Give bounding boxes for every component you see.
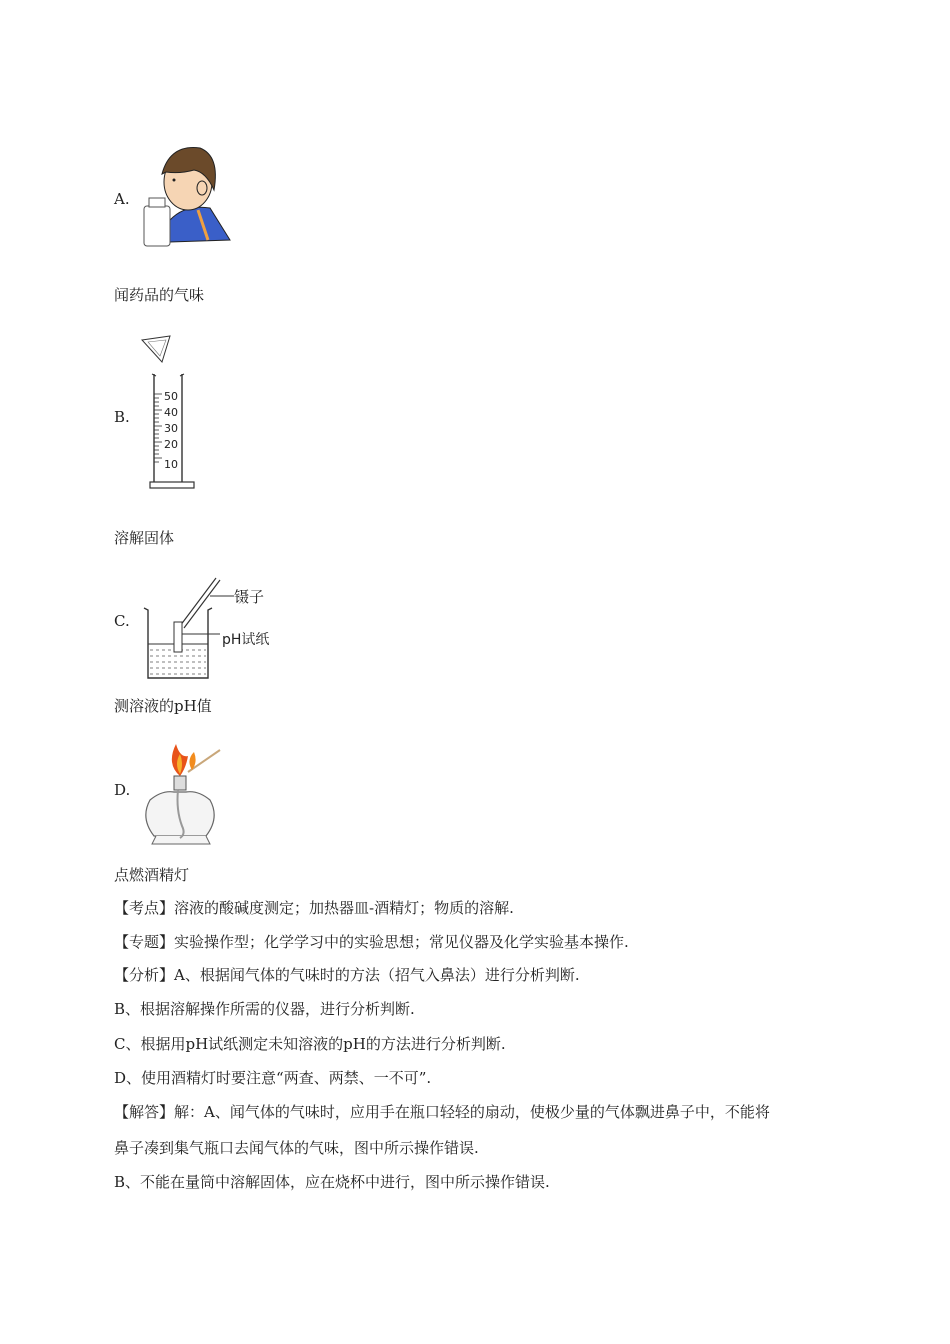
topic-tag: 【专题】 (114, 933, 175, 951)
option-b-caption: 溶解固体 (114, 529, 175, 547)
option-a-caption: 闻药品的气味 (114, 286, 205, 304)
answer-text: 解：A、闻气体的气味时，应用手在瓶口轻轻的扇动，使极少量的气体飘进鼻子中，不能将 (174, 1103, 770, 1121)
option-c-letter: C. (114, 612, 130, 630)
ph-paper-label: pH试纸 (222, 632, 270, 648)
scale-label: 40 (164, 406, 178, 419)
answer-line-2: 鼻子凑到集气瓶口去闻气体的气味，图中所示操作错误. (114, 1139, 479, 1157)
analysis-tag: 【分析】 (114, 966, 175, 984)
point-line (114, 898, 514, 918)
answer-line-3: B、不能在量筒中溶解固体，应在烧杯中进行，图中所示操作错误. (114, 1173, 550, 1191)
alcohol-lamp-illustration (140, 742, 225, 850)
scale-label: 10 (164, 458, 178, 471)
option-c-caption: 测溶液的pH值 (114, 697, 212, 715)
ph-test-illustration (140, 574, 280, 684)
option-b-letter: B. (114, 408, 130, 426)
topic-line (114, 932, 629, 952)
analysis-d-line: D、使用酒精灯时要注意“两查、两禁、一不可”. (114, 1069, 432, 1087)
option-a-letter: A. (114, 190, 130, 208)
scale-label: 50 (164, 390, 178, 403)
smell-bottle-illustration (140, 142, 235, 247)
answer-line (114, 1102, 770, 1122)
tweezers-label: 镊子 (234, 588, 265, 606)
scale-label: 20 (164, 438, 178, 451)
scale-label: 30 (164, 422, 178, 435)
analysis-line (114, 965, 580, 985)
point-tag: 【考点】 (114, 899, 175, 917)
point-text: 溶液的酸碱度测定；加热器皿-酒精灯；物质的溶解. (174, 899, 514, 917)
option-d-letter: D. (114, 781, 131, 799)
option-d-caption: 点燃酒精灯 (114, 866, 190, 884)
analysis-a-text: A、根据闻气体的气味时的方法（招气入鼻法）进行分析判断. (174, 966, 580, 984)
analysis-b-line: B、根据溶解操作所需的仪器，进行分析判断. (114, 1000, 415, 1018)
answer-tag: 【解答】 (114, 1103, 175, 1121)
analysis-c-line: C、根据用pH试纸测定未知溶液的pH的方法进行分析判断. (114, 1035, 506, 1053)
topic-text: 实验操作型；化学学习中的实验思想；常见仪器及化学实验基本操作. (174, 933, 629, 951)
graduated-cylinder-illustration (140, 334, 200, 494)
